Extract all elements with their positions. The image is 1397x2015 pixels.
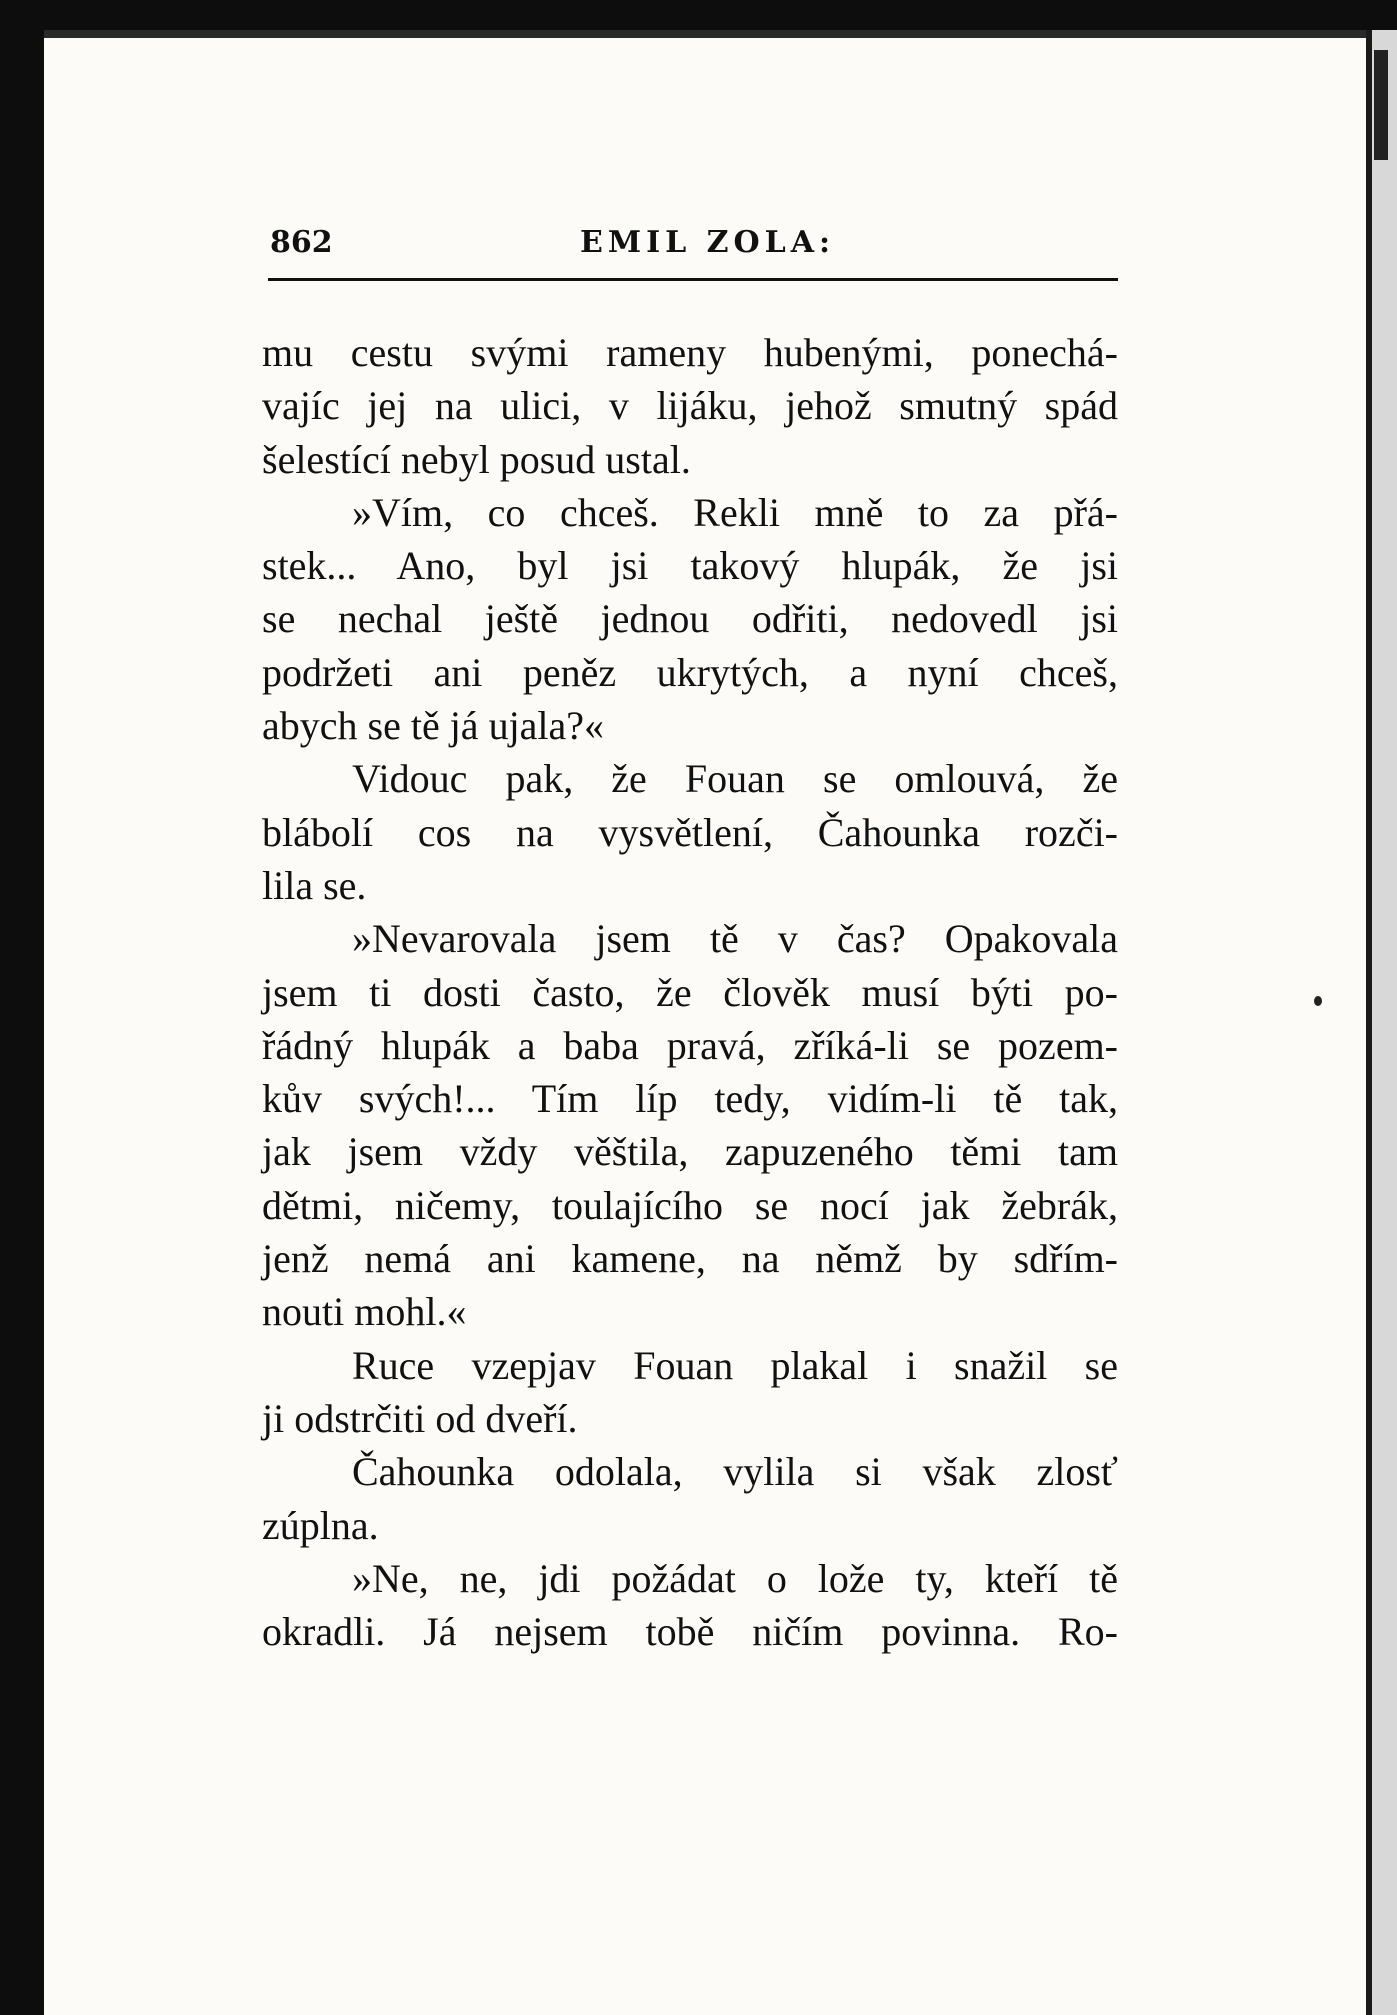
text-line: řádný hlupák a baba pravá, zříká-li se pozem- <box>262 1022 1118 1068</box>
text-line: »Vím, co chceš. Rekli mně to za přá- <box>352 489 1118 535</box>
text-line: jsem ti dosti často, že člověk musí býti po- <box>262 969 1118 1015</box>
ink-speck <box>1314 996 1322 1006</box>
text-line: ji odstrčiti od dveří. <box>262 1395 578 1441</box>
text-line: abych se tě já ujala?« <box>262 703 605 749</box>
text-line: jenž nemá ani kamene, na němž by sdřím- <box>262 1236 1118 1282</box>
text-line: Vidouc pak, že Fouan se omlouvá, že <box>352 756 1118 802</box>
text-line: »Ne, ne, jdi požádat o lože ty, kteří tě <box>352 1555 1118 1601</box>
edge-mark <box>1374 50 1388 160</box>
header-rule <box>268 278 1118 281</box>
body-text <box>262 326 1118 1658</box>
text-line: nouti mohl.« <box>262 1289 467 1335</box>
text-line: dětmi, ničemy, toulajícího se nocí jak žebrák, <box>262 1182 1118 1228</box>
page-number: 862 <box>270 225 333 260</box>
text-line: Ruce vzepjav Fouan plakal i snažil se <box>352 1342 1118 1388</box>
text-line: vajíc jej na ulici, v lijáku, jehož smutný spád <box>262 383 1118 429</box>
text-line: zúplna. <box>262 1502 379 1548</box>
text-line: okradli. Já nejsem tobě ničím povinna. Ro- <box>262 1609 1118 1655</box>
page-top-shadow <box>44 30 1366 38</box>
running-head <box>270 225 1117 275</box>
running-head-author: EMIL ZOLA: <box>580 225 836 260</box>
text-line: jak jsem vždy věštila, zapuzeného těmi tam <box>262 1129 1118 1175</box>
text-line: stek... Ano, byl jsi takový hlupák, že jsi <box>262 543 1118 589</box>
text-line: mu cestu svými rameny hubenými, ponechá- <box>262 330 1118 375</box>
text-line: podržeti ani peněz ukrytých, a nyní chceš, <box>262 649 1118 695</box>
text-line: »Nevarovala jsem tě v čas? Opakovala <box>352 916 1118 962</box>
text-line: Čahounka odolala, vylila si však zlosť <box>352 1449 1118 1495</box>
text-line: kův svých!... Tím líp tedy, vidím-li tě tak, <box>262 1076 1118 1122</box>
text-line: lila se. <box>262 862 367 908</box>
text-line: se nechal ještě jednou odřiti, nedovedl jsi <box>262 596 1118 642</box>
text-line: šelestící nebyl posud ustal. <box>262 436 691 482</box>
text-line: blábolí cos na vysvětlení, Čahounka rozči- <box>262 809 1118 855</box>
